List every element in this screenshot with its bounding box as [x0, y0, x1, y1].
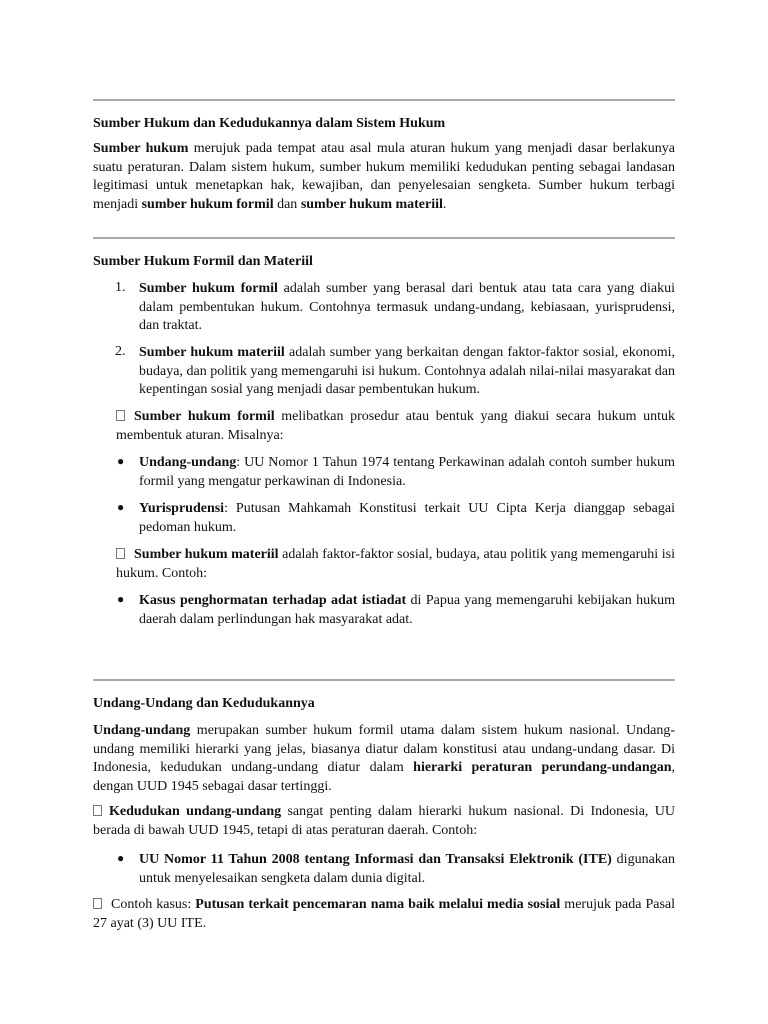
bullet-icon: ●: [117, 592, 125, 606]
paragraph: Undang-undang merupakan sumber hukum formil utama dalam sistem hukum nasional. Undang-undang memiliki hierarki yang jelas, biasanya diatur dalam konstitusi atau undang-undang dasar. Di Indonesia, kedudukan undang-undang diatur dalam hierarki peraturan perundang-undangan, dengan UUD 1945 sebagai dasar tertinggi.: [93, 723, 675, 794]
note-paragraph: Sumber hukum materiil adalah faktor-faktor sosial, budaya, atau politik yang memengaruhi isi hukum. Contoh:: [116, 547, 675, 581]
divider: [93, 237, 675, 239]
section-heading: Undang-Undang dan Kedudukannya: [93, 696, 315, 711]
list-item: ● Yurisprudensi: Putusan Mahkamah Konstitusi terkait UU Cipta Kerja dianggap sebagai pedoman hukum.: [117, 500, 675, 535]
section-heading: Sumber Hukum dan Kedudukannya dalam Sistem Hukum: [93, 116, 446, 131]
list-item: ● Undang-undang: UU Nomor 1 Tahun 1974 tentang Perkawinan adalah contoh sumber hukum formil yang mengatur perkawinan di Indonesia.: [117, 454, 675, 489]
bullet-icon: ●: [117, 500, 125, 514]
checkbox-glyph-icon: [93, 898, 102, 909]
list-number: 2.: [115, 344, 126, 359]
checkbox-glyph-icon: [93, 805, 102, 816]
checkbox-glyph-icon: [116, 548, 125, 559]
list-item: ● UU Nomor 11 Tahun 2008 tentang Informasi dan Transaksi Elektronik (ITE) digunakan untuk menyelesaikan sengketa dalam dunia digital.: [117, 851, 675, 886]
divider: [93, 679, 675, 681]
note-paragraph: Kedudukan undang-undang sangat penting dalam hierarki hukum nasional. Di Indonesia, UU berada di bawah UUD 1945, tetapi di atas peraturan daerah. Contoh:: [93, 804, 675, 838]
bullet-icon: ●: [117, 454, 125, 468]
case-paragraph: Contoh kasus: Putusan terkait pencemaran nama baik melalui media sosial merujuk pada Pasal 27 ayat (3) UU ITE.: [93, 897, 675, 931]
list-item: 1. Sumber hukum formil adalah sumber yang berasal dari bentuk atau tata cara yang diakui dalam pembentukan hukum. Contohnya termasuk undang-undang, kebiasaan, yurisprudensi, dan traktat.: [115, 280, 675, 333]
list-item: ● Kasus penghormatan terhadap adat istiadat di Papua yang memengaruhi kebijakan hukum daerah dalam perlindungan hak masyarakat adat.: [117, 592, 676, 627]
divider: [93, 99, 675, 101]
list-item: 2. Sumber hukum materiil adalah sumber yang berkaitan dengan faktor-faktor sosial, ekonomi, budaya, dan politik yang memengaruhi isi hukum. Contohnya adalah nilai-nilai masyarakat dan kepentingan sosial yang menjadi dasar pembentukan hukum.: [115, 344, 675, 397]
paragraph: Sumber hukum merujuk pada tempat atau asal mula aturan hukum yang menjadi dasar berlakunya suatu peraturan. Dalam sistem hukum, sumber hukum memiliki kedudukan penting sebagai landasan legitimasi untuk menetapkan hak, kewajiban, dan penyelesaian sengketa. Sumber hukum terbagi menjadi sumber hukum formil dan sumber hukum materiil.: [93, 141, 675, 212]
bullet-icon: ●: [117, 851, 125, 865]
note-paragraph: Sumber hukum formil melibatkan prosedur atau bentuk yang diakui secara hukum untuk membentuk aturan. Misalnya:: [116, 409, 676, 443]
list-number: 1.: [115, 280, 126, 295]
section-heading: Sumber Hukum Formil dan Materiil: [93, 254, 313, 269]
checkbox-glyph-icon: [116, 410, 125, 421]
